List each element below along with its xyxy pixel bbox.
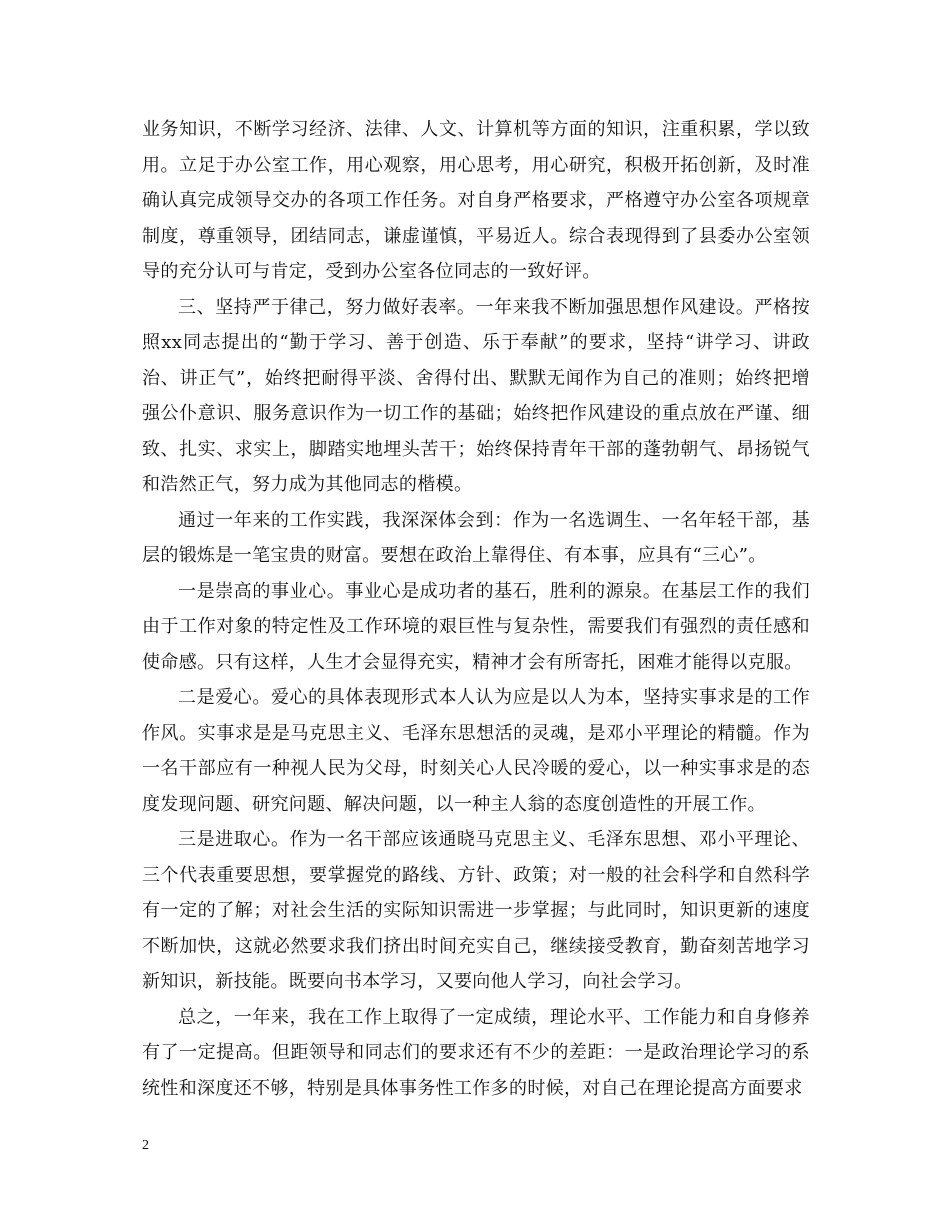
paragraph-ambition: 三是进取心。作为一名干部应该通晓马克思主义、毛泽东思想、邓小平理论、三个代表重要思想，要掌握党的路线、方针、政策；对一般的社会科学和自然科学有一定的了解；对社会生活的实际知识需进一步掌握；与此同时，知识更新的速度不断加快，这就必然要求我们挤出时间充实自己，继续接受教育，勤奋刻苦地学习新知识，新技能。既要向书本学习，又要向他人学习，向社会学习。 [142, 829, 810, 992]
page-number: 2 [142, 1138, 149, 1153]
paragraph-experience: 通过一年来的工作实践，我深深体会到：作为一名选调生、一名年轻干部，基层的锻炼是一笔宝贵的财富。要想在政治上靠得住、有本事，应具有“三心”。 [142, 509, 810, 566]
paragraph-love: 二是爱心。爱心的具体表现形式本人认为应是以人为本，坚持实事求是的工作作风。实事求是是马克思主义、毛泽东思想活的灵魂，是邓小平理论的精髓。作为一名干部应有一种视人民为父母，时刻关心人民冷暖的爱心，以一种实事求是的态度发现问题、研究问题、解决问题，以一种主人翁的态度创造性的开展工作。 [142, 687, 810, 815]
paragraph-continued: 业务知识，不断学习经济、法律、人文、计算机等方面的知识，注重积累，学以致用。立足于办公室工作，用心观察，用心思考，用心研究，积极开拓创新，及时准确认真完成领导交办的各项工作任务。对自身严格要求，严格遵守办公室各项规章制度，尊重领导，团结同志，谦虚谨慎，平易近人。综合表现得到了县委办公室领导的充分认可与肯定，受到办公室各位同志的一致好评。 [142, 119, 810, 282]
paragraph-dedication: 一是崇高的事业心。事业心是成功者的基石，胜利的源泉。在基层工作的我们由于工作对象的特定性及工作环境的艰巨性与复杂性，需要我们有强烈的责任感和使命感。只有这样，人生才会显得充实，精神才会有所寄托，困难才能得以克服。 [142, 580, 810, 673]
body-text [142, 112, 810, 1106]
paragraph-summary: 总之，一年来，我在工作上取得了一定成绩，理论水平、工作能力和自身修养有了一定提高。但距领导和同志们的要求还有不少的差距：一是政治理论学习的系统性和深度还不够，特别是具体事务性工作多的时候，对自己在理论提高方面要求 [142, 1006, 810, 1099]
paragraph-self-discipline: 三、坚持严于律己，努力做好表率。一年来我不断加强思想作风建设。严格按照xx同志提出的“勤于学习、善于创造、乐于奉献”的要求，坚持“讲学习、讲政治、讲正气”，始终把耐得平淡、舍得付出、默默无闻作为自己的准则；始终把增强公仆意识、服务意识作为一切工作的基础；始终把作风建设的重点放在严谨、细致、扎实、求实上，脚踏实地埋头苦干；始终保持青年干部的蓬勃朝气、昂扬锐气和浩然正气，努力成为其他同志的楷模。 [142, 296, 810, 495]
